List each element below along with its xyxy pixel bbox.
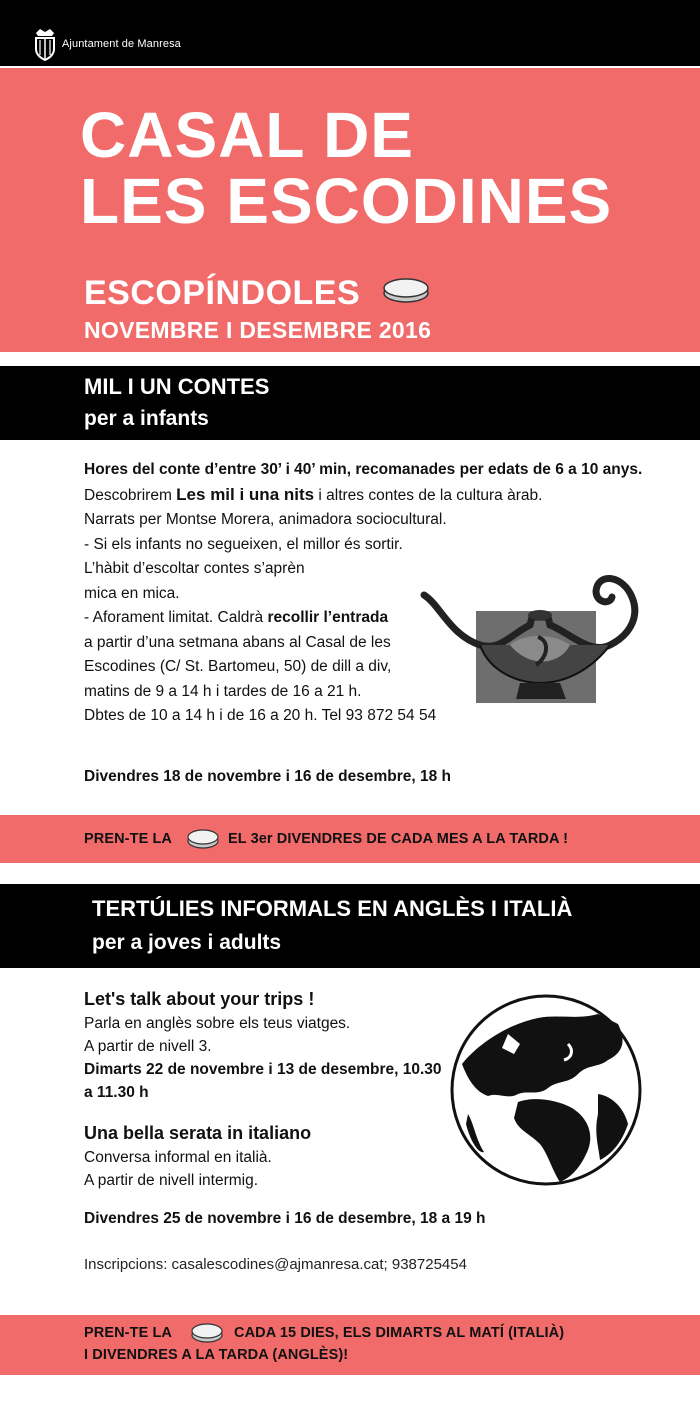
promo-banner-1 [0,815,700,863]
banner-1-prefix: PREN-TE LA [84,831,172,847]
banner-2-text-2: I DIVENDRES A LA TARDA (ANGLÈS)! [84,1347,349,1363]
page-title [80,99,613,237]
pill-icon [190,1322,224,1344]
english-line-1: Parla en anglès sobre els teus viatges. [84,1015,351,1032]
program-dates: NOVEMBRE I DESEMBRE 2016 [84,317,432,343]
program-name: ESCOPÍNDOLES [84,274,361,312]
italian-line-1: Conversa informal en italià. [84,1149,272,1166]
section-1-header [0,366,700,440]
note-line-2: L’hàbit d’escoltar contes s’aprèn [84,560,305,577]
note-line-1: - Si els infants no segueixen, el millor és sortir. [84,535,403,553]
header-bar [0,0,700,66]
section-1-dates: Divendres 18 de novembre i 16 de desembre, 18 h [84,768,451,785]
narrator-text: Narrats per Montse Morera, animadora sociocultural. [84,511,447,528]
section-2-description [84,986,444,1192]
banner-2-prefix: PREN-TE LA [84,1325,172,1341]
culture-text: i altres contes de la cultura àrab. [314,486,543,504]
pill-icon [186,828,220,850]
globe-icon [448,984,644,1196]
ticket-text: recollir l’entrada [267,609,389,626]
section-2-audience: per a joves i adults [92,931,282,954]
ticket-line-4: matins de 9 a 14 h i tardes de 16 a 21 h. [84,682,362,700]
duration-text: Hores del conte d’entre 30’ i 40’ min, recomanades per edats de 6 a 10 anys. [84,461,643,478]
note-line-3: mica en mica. [84,584,180,602]
registration-contact: Inscripcions: casalescodines@ajmanresa.cat; 938725454 [84,1256,467,1273]
banner-1-text: EL 3er DIVENDRES DE CADA MES A LA TARDA ! [228,831,569,847]
banner-2-text-1: CADA 15 DIES, ELS DIMARTS AL MATÍ (ITALIÀ) [234,1325,565,1341]
section-1-title: MIL I UN CONTES [84,374,270,399]
pill-icon [382,276,430,304]
promo-banner-2 [0,1315,700,1375]
title-line-2: LES ESCODINES [80,165,613,237]
coat-of-arms-icon [32,27,58,61]
book-title: Les mil i una nits [176,484,315,504]
section-2-header [0,884,700,968]
section-1-audience: per a infants [84,407,209,430]
italian-title: Una bella serata in italiano [84,1123,312,1143]
org-name: Ajuntament de Manresa [62,38,181,50]
capacity-text: - Aforament limitat. Caldrà [84,609,268,626]
ticket-line-5: Dbtes de 10 a 14 h i de 16 a 20 h. Tel 93 872 54 54 [84,707,437,724]
english-title: Let's talk about your trips ! [84,989,315,1009]
title-line-1: CASAL DE [80,99,414,171]
italian-line-2: A partir de nivell intermig. [84,1172,259,1189]
hero-section [0,68,700,352]
ticket-line-3: Escodines (C/ St. Bartomeu, 50) de dill a div, [84,658,392,675]
section-2-title: TERTÚLIES INFORMALS EN ANGLÈS I ITALIÀ [92,896,573,921]
english-date: Dimarts 22 de novembre i 13 de desembre, 10.30 a 11.30 h [84,1061,442,1101]
magic-lamp-icon [420,565,660,705]
discover-text: Descobrirem [84,486,177,504]
ticket-line-2: a partir d’una setmana abans al Casal de les [84,633,391,651]
english-line-2: A partir de nivell 3. [84,1038,212,1055]
italian-date: Divendres 25 de novembre i 16 de desembre, 18 a 19 h [84,1210,486,1227]
